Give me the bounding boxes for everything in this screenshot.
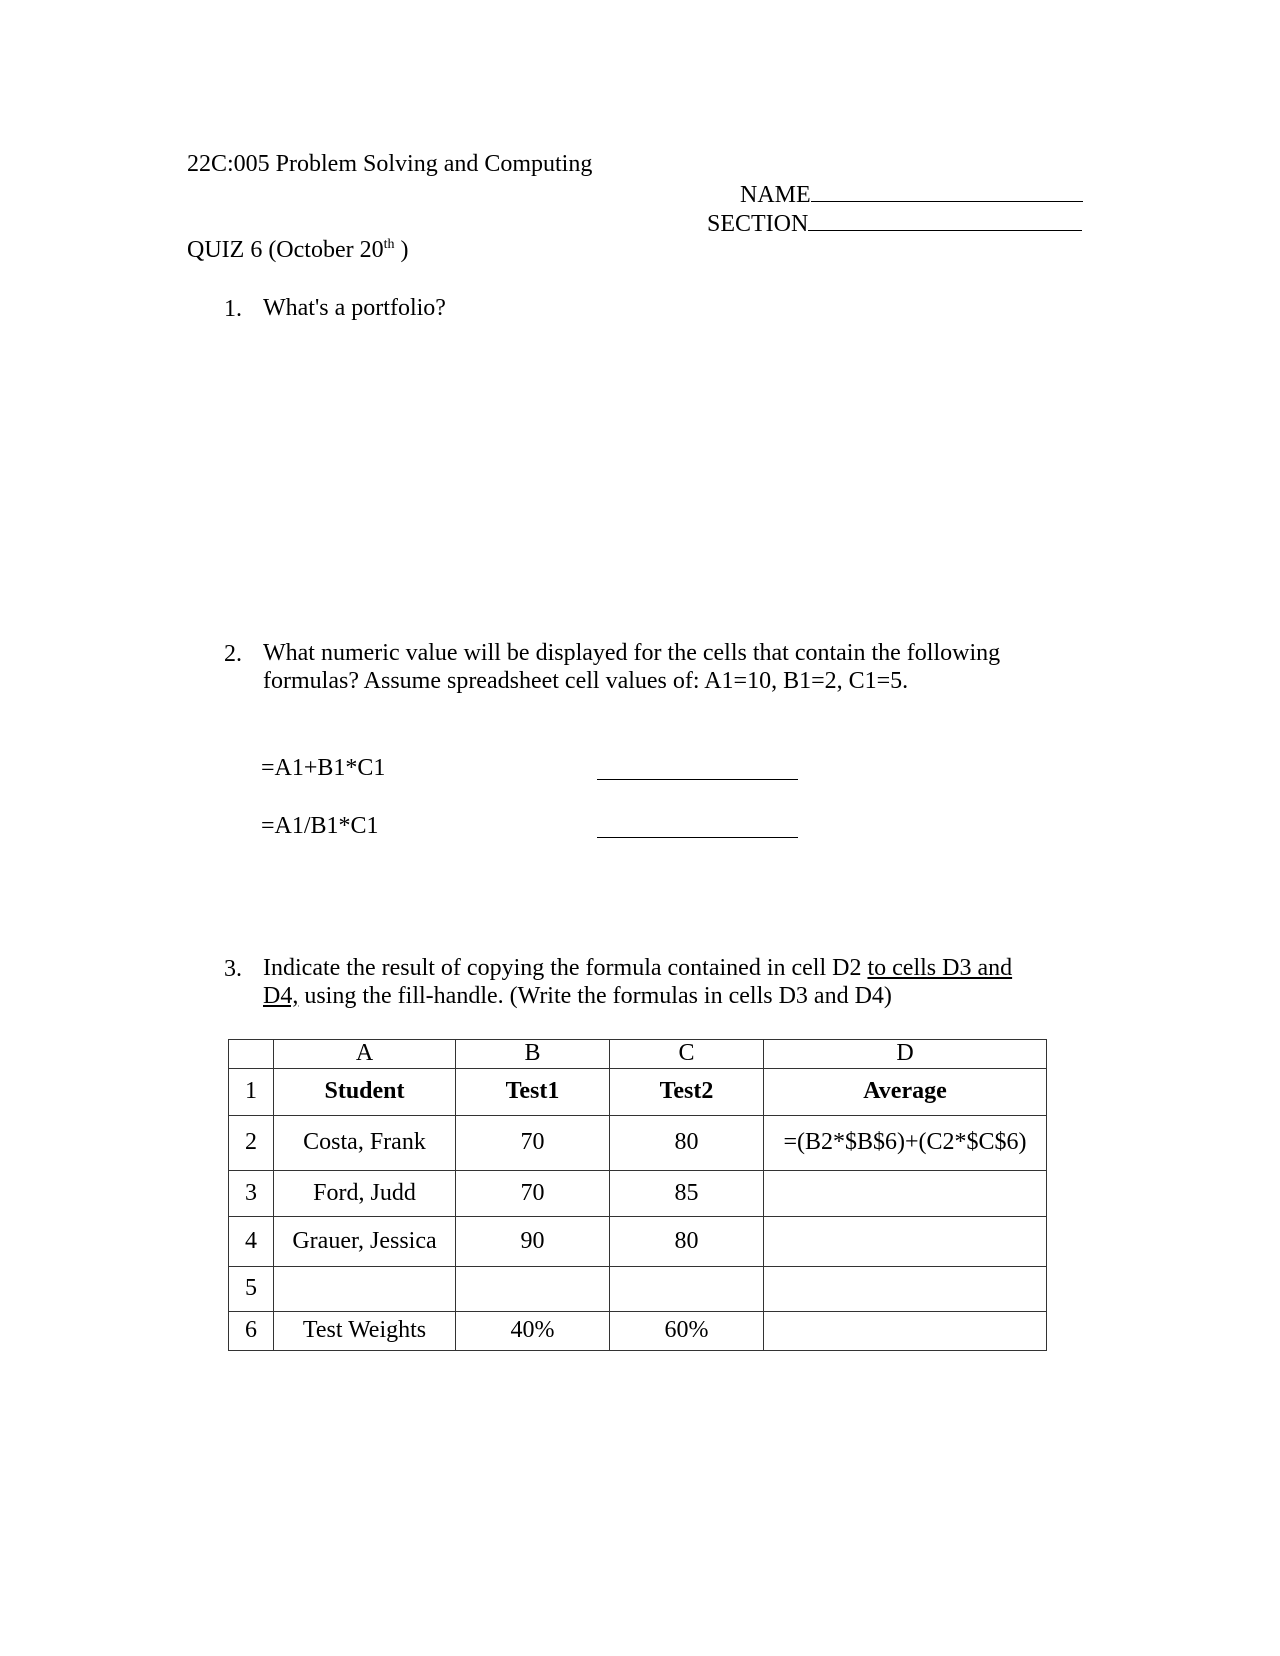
question-3-line2-underlined: D4,	[263, 983, 299, 1009]
column-header-c: C	[610, 1040, 764, 1069]
name-field[interactable]	[740, 179, 1083, 210]
column-header-d: D	[764, 1040, 1047, 1069]
section-field[interactable]	[707, 208, 1082, 239]
question-2-line1: What numeric value will be displayed for the cells that contain the following	[263, 640, 1001, 666]
cell-c3: 85	[610, 1171, 764, 1217]
section-label: SECTION	[707, 211, 809, 237]
table-row	[229, 1312, 1047, 1351]
cell-b6: 40%	[456, 1312, 610, 1351]
column-header-row	[229, 1040, 1047, 1069]
question-2-line2: formulas? Assume spreadsheet cell values of: A1=10, B1=2, C1=5.	[263, 668, 909, 694]
cell-a6: Test Weights	[274, 1312, 456, 1351]
column-header-a: A	[274, 1040, 456, 1069]
cell-c2: 80	[610, 1116, 764, 1171]
section-blank[interactable]	[808, 208, 1082, 231]
column-header-b: B	[456, 1040, 610, 1069]
cell-c4: 80	[610, 1217, 764, 1267]
cell-b5	[456, 1267, 610, 1312]
answer-blank-2[interactable]	[597, 815, 798, 846]
question-3-line2	[263, 982, 892, 1010]
question-3-line1-plain: Indicate the result of copying the formula contained in cell D2	[263, 955, 868, 981]
question-2-number: 2.	[224, 641, 242, 667]
table-row	[229, 1069, 1047, 1116]
row-number: 4	[229, 1217, 274, 1267]
row-number: 3	[229, 1171, 274, 1217]
cell-a3: Ford, Judd	[274, 1171, 456, 1217]
quiz-title	[187, 237, 409, 265]
formula-1: =A1+B1*C1	[261, 755, 386, 781]
cell-a1: Student	[274, 1069, 456, 1116]
question-1-text: What's a portfolio?	[263, 295, 446, 321]
row-number: 5	[229, 1267, 274, 1312]
cell-a2: Costa, Frank	[274, 1116, 456, 1171]
cell-a5	[274, 1267, 456, 1312]
table-row	[229, 1217, 1047, 1267]
spreadsheet-table	[228, 1039, 1047, 1351]
cell-d1: Average	[764, 1069, 1047, 1116]
formula-2: =A1/B1*C1	[261, 813, 379, 839]
cell-d4[interactable]	[764, 1217, 1047, 1267]
table-row	[229, 1267, 1047, 1312]
row-number: 2	[229, 1116, 274, 1171]
question-3-line2-plain: using the fill-handle. (Write the formulas in cells D3 and D4)	[298, 983, 892, 1009]
cell-c5	[610, 1267, 764, 1312]
cell-b1: Test1	[456, 1069, 610, 1116]
question-3-number: 3.	[224, 956, 242, 982]
column-header-corner	[229, 1040, 274, 1069]
answer-blank-1[interactable]	[597, 757, 798, 788]
question-3-line1-underlined: to cells D3 and	[867, 955, 1013, 981]
cell-c1: Test2	[610, 1069, 764, 1116]
course-title: 22C:005 Problem Solving and Computing	[187, 151, 593, 177]
cell-b3: 70	[456, 1171, 610, 1217]
name-blank[interactable]	[811, 179, 1083, 202]
table-row	[229, 1171, 1047, 1217]
row-number: 6	[229, 1312, 274, 1351]
row-number: 1	[229, 1069, 274, 1116]
question-3-line1	[263, 954, 1012, 982]
table-row	[229, 1116, 1047, 1171]
cell-d2: =(B2*$B$6)+(C2*$C$6)	[764, 1116, 1047, 1171]
quiz-prefix: QUIZ 6 (October 20	[187, 237, 384, 263]
cell-d3[interactable]	[764, 1171, 1047, 1217]
question-1-number: 1.	[224, 296, 242, 322]
cell-c6: 60%	[610, 1312, 764, 1351]
quiz-sup: th	[383, 237, 395, 252]
name-label: NAME	[740, 182, 811, 208]
cell-d5	[764, 1267, 1047, 1312]
cell-a4: Grauer, Jessica	[274, 1217, 456, 1267]
cell-b4: 90	[456, 1217, 610, 1267]
quiz-suffix: )	[394, 237, 409, 263]
cell-b2: 70	[456, 1116, 610, 1171]
cell-d6	[764, 1312, 1047, 1351]
